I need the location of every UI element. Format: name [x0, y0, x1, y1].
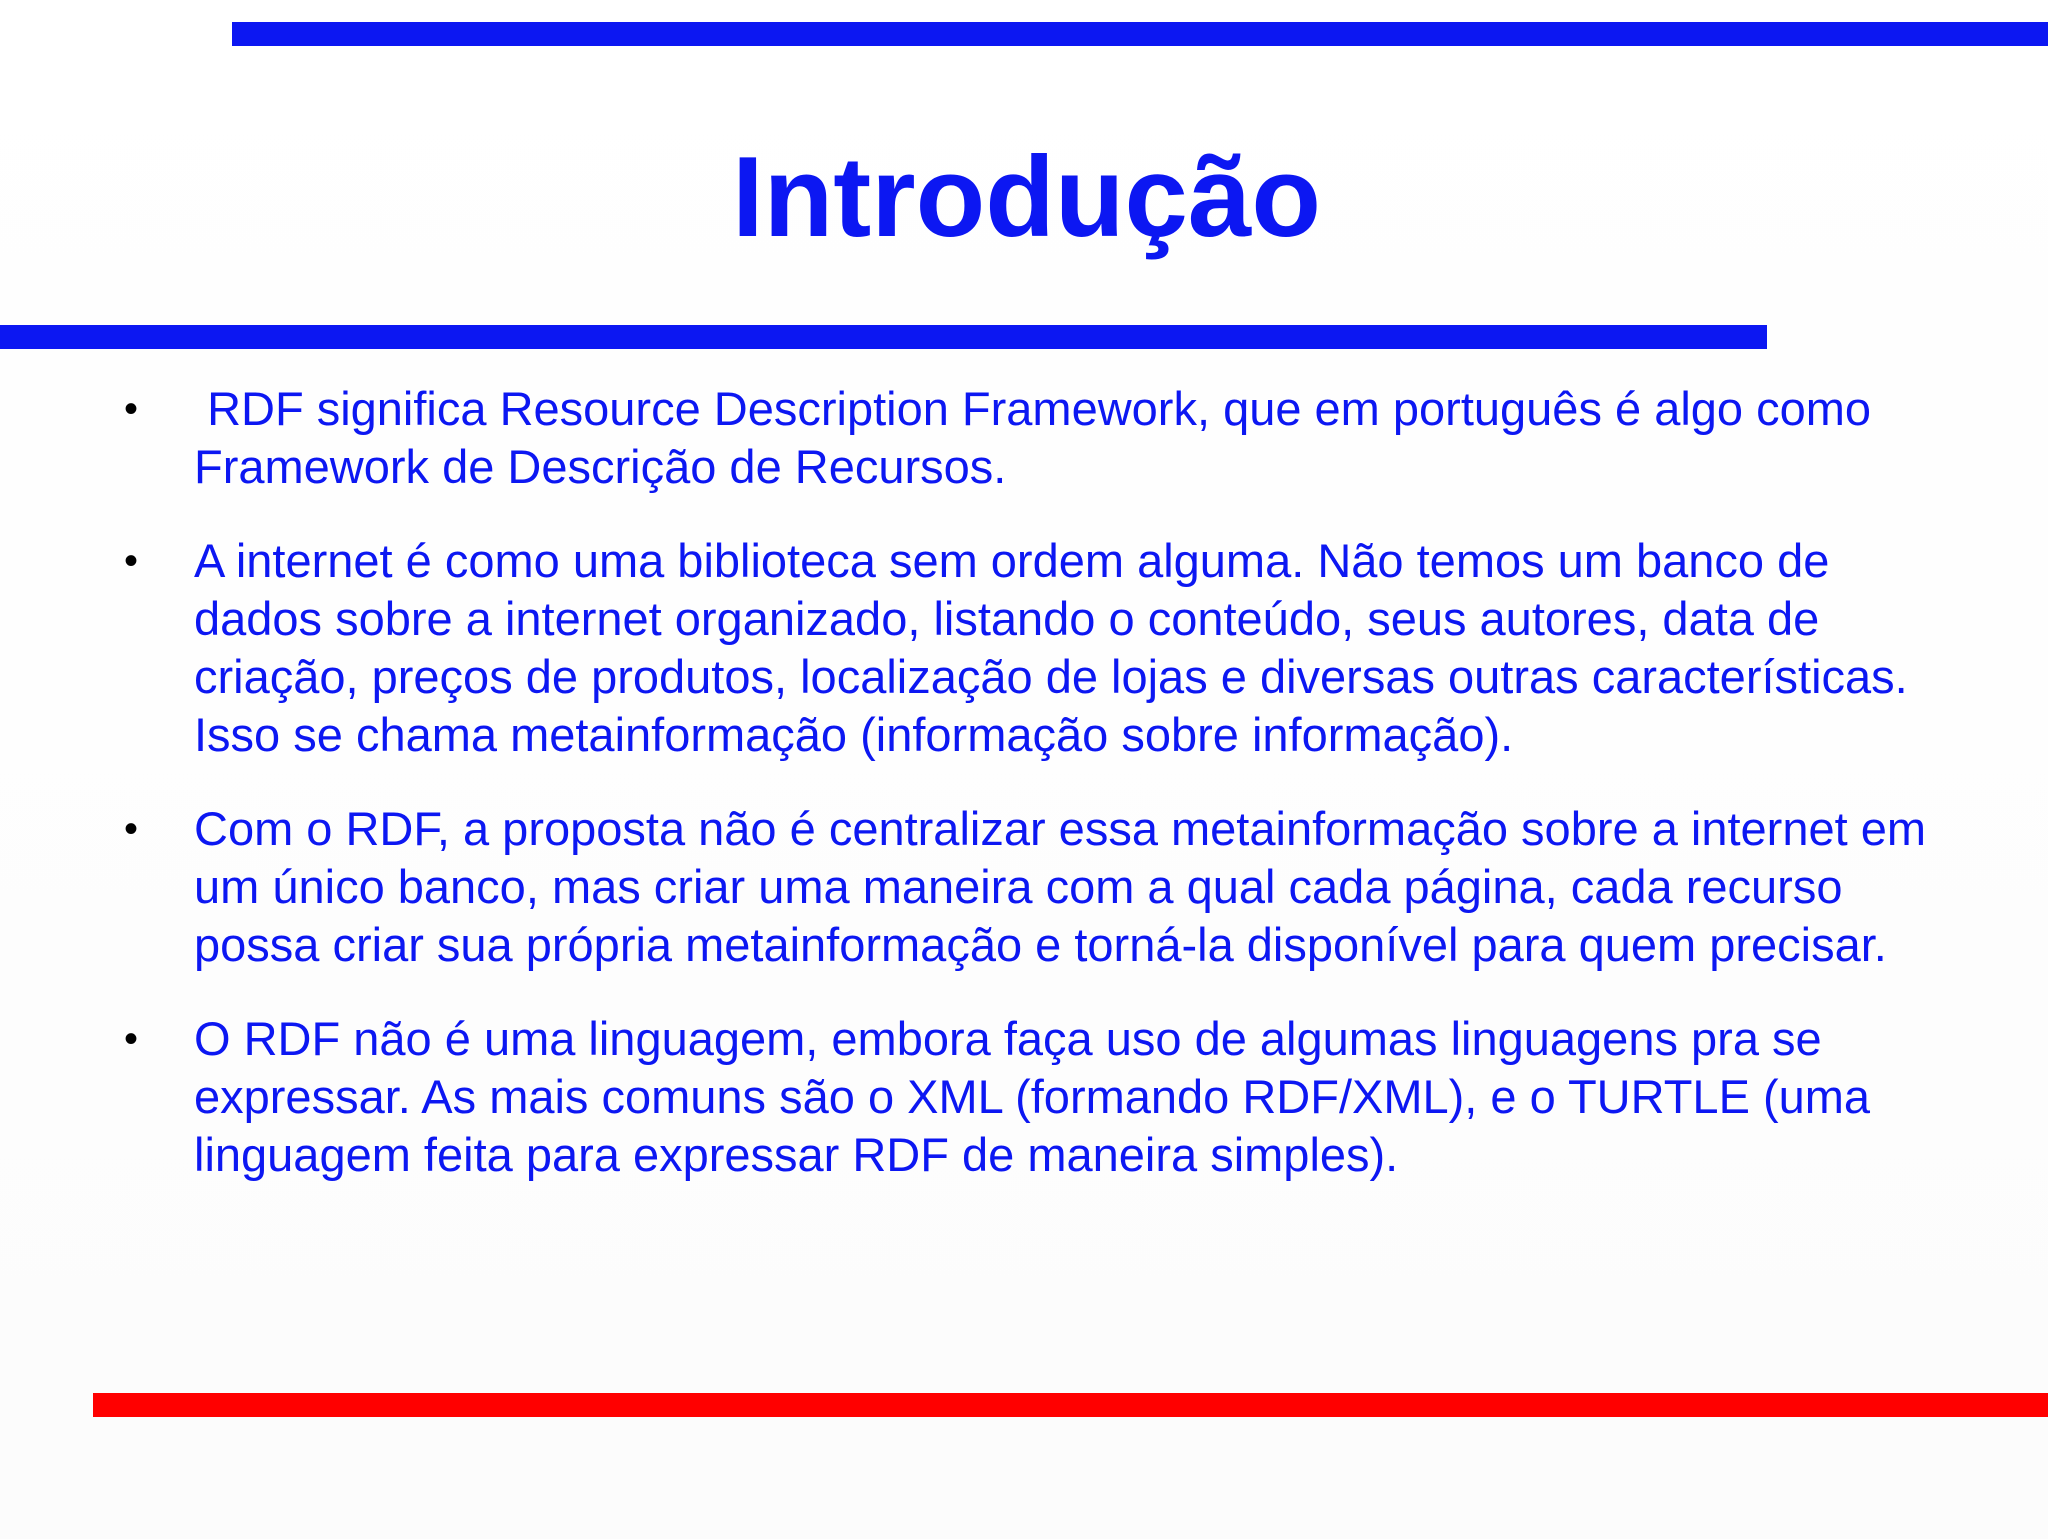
title-area [0, 128, 2048, 268]
bullet-text: O RDF não é uma linguagem, embora faça uso de algumas linguagens pra se expressar. As mais comuns são o XML (formando RDF/XML), e o TURTLE (uma linguagem feita para expressar RDF de maneira simples). [194, 1012, 1871, 1181]
bullet-symbol: • [124, 807, 139, 851]
slide-title: Introdução [732, 134, 1321, 261]
bullet-symbol: • [124, 1017, 139, 1061]
bullet-symbol: • [124, 539, 139, 583]
bullet-text: Com o RDF, a proposta não é centralizar essa metainformação sobre a internet em um único banco, mas criar uma maneira com a qual cada página, cada recurso possa criar sua própria metainformação e torná-la disponível para quem precisar. [194, 802, 1927, 971]
bullet-item [0, 532, 2048, 764]
bullet-symbol: • [124, 387, 139, 431]
bottom-red-rule [93, 1393, 2048, 1417]
top-blue-rule [232, 22, 2048, 46]
bullet-list [0, 380, 2048, 1220]
bullet-text: RDF significa Resource Description Framework, que em português é algo como Framework de Descrição de Recursos. [194, 382, 1885, 493]
bullet-item [0, 380, 2048, 496]
bullet-text: A internet é como uma biblioteca sem ordem alguma. Não temos um banco de dados sobre a internet organizado, listando o conteúdo, seus autores, data de criação, preços de produtos, localização de lojas e diversas outras características. Isso se chama metainformação (informação sobre informação). [194, 534, 1908, 761]
bullet-item [0, 1010, 2048, 1184]
title-underline-rule [0, 325, 1767, 349]
bullet-item [0, 800, 2048, 974]
